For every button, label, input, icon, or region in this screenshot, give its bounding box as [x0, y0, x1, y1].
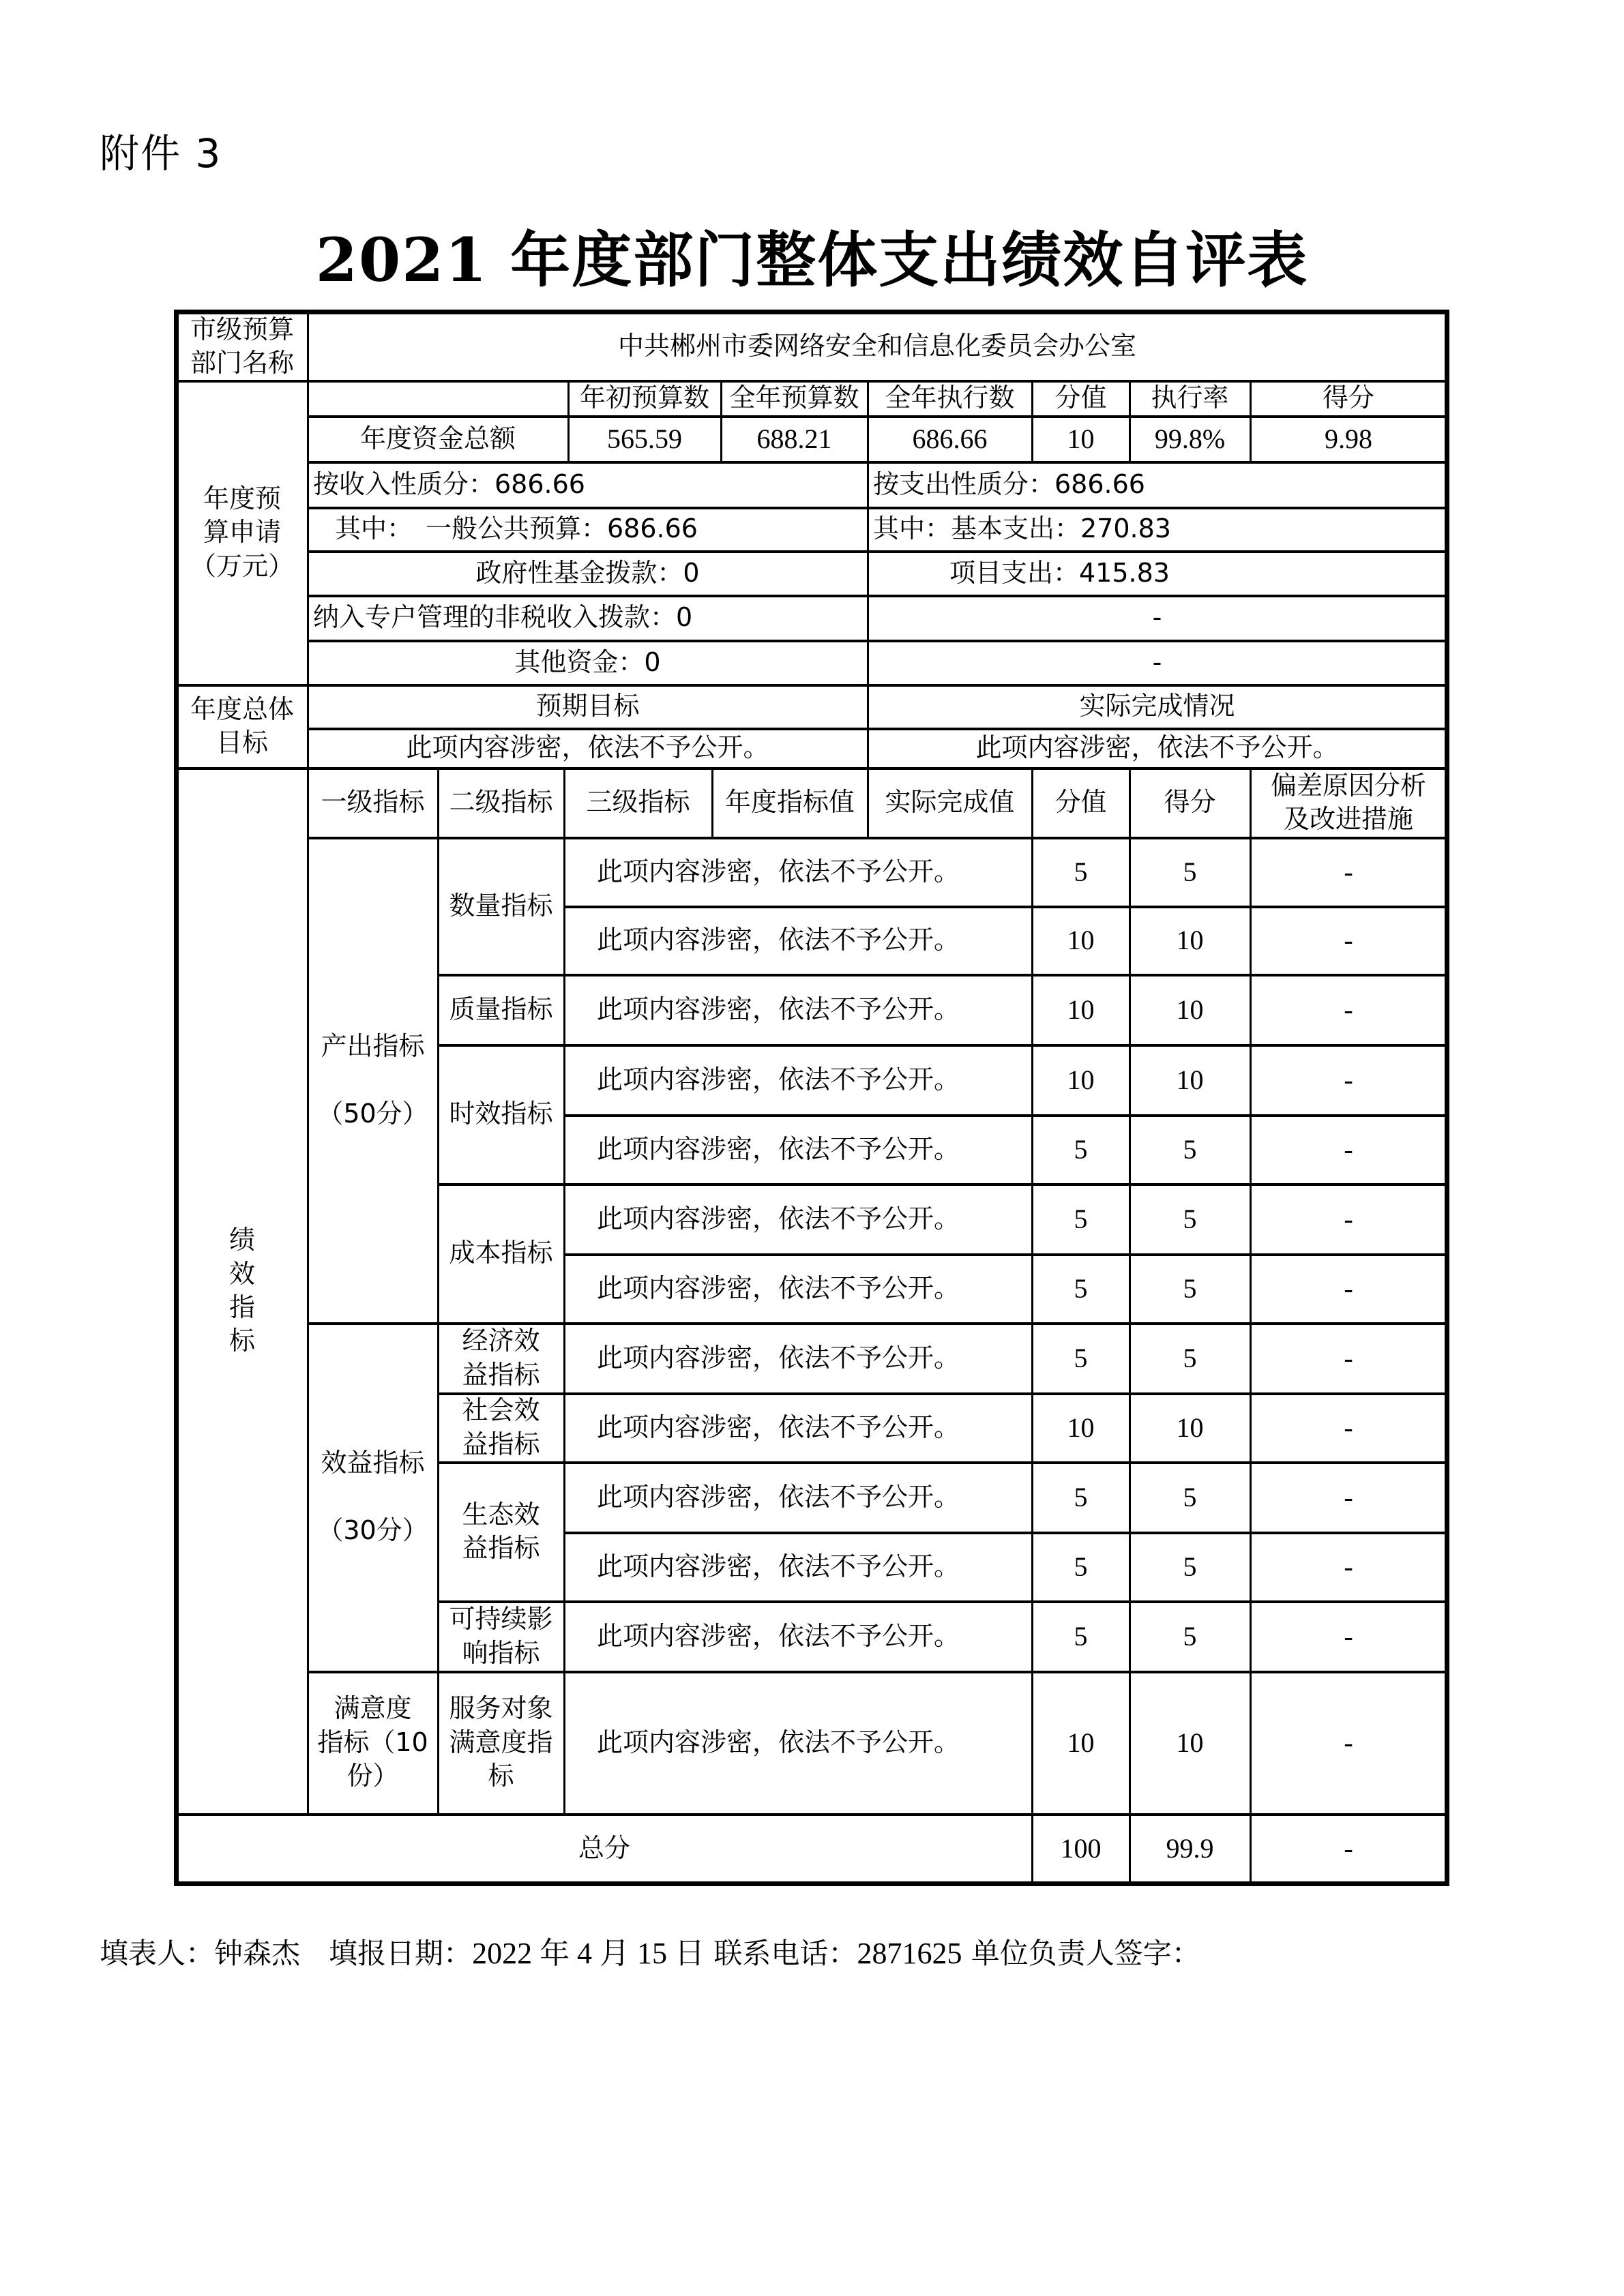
indicator-deviation-text: -: [1344, 1412, 1353, 1443]
indicator-deviation-text: -: [1344, 1133, 1353, 1165]
budget-header-3-text: 分值: [1054, 383, 1107, 413]
indicator-header-1-text: 二级指标: [449, 787, 553, 818]
indicator-deviation: [1250, 1323, 1447, 1393]
indicator-deviation-text: -: [1344, 925, 1353, 955]
level2-indicator: [438, 1671, 564, 1814]
footer: [100, 1928, 1200, 1972]
filler-label: 填表人：: [100, 1937, 215, 1970]
indicator-deviation-text: -: [1344, 856, 1353, 887]
indicator-score-text: 10: [1176, 994, 1204, 1025]
indicator-score-text: 5: [1183, 1342, 1197, 1373]
indicator-score: [1130, 1115, 1250, 1184]
indicator-header-2: [564, 768, 712, 837]
budget-header-2: [868, 381, 1032, 416]
expected-goal-header: [308, 685, 868, 728]
government-fund-text: 政府性基金拨款：0: [475, 557, 700, 588]
indicator-deviation: [1250, 1671, 1447, 1814]
budget-total-label: [308, 416, 568, 462]
by-income-nature: [308, 462, 868, 507]
indicator-header-2-text: 三级指标: [586, 787, 690, 818]
indicator-content: [564, 1532, 1032, 1601]
department-name-text: 中共郴州市委网络安全和信息化委员会办公室: [617, 331, 1136, 361]
indicator-header-6-text: 得分: [1164, 787, 1216, 818]
indicator-score: [1130, 1045, 1250, 1115]
column-divider: [1129, 381, 1131, 462]
level1-indicator: [308, 1671, 438, 1814]
indicator-score: [1130, 1462, 1250, 1532]
indicator-deviation-text: -: [1344, 994, 1353, 1025]
indicator-score-text: 5: [1183, 1551, 1197, 1582]
indicator-score-text: 5: [1183, 1203, 1197, 1234]
budget-header-3: [1032, 381, 1130, 416]
indicator-content-text: 此项内容涉密，依法不予公开。: [597, 1620, 960, 1651]
budget-total-value-1-text: 688.21: [756, 423, 832, 454]
indicator-content: [564, 1671, 1032, 1814]
level2-indicator: [438, 1393, 564, 1462]
indicator-score-text: 5: [1183, 856, 1197, 887]
by-expense-nature-text: 按支出性质分：686.66: [873, 468, 1145, 499]
indicator-score-value-text: 5: [1074, 1272, 1088, 1304]
other-funds-text: 其他资金：0: [514, 646, 661, 677]
project-expense-text: 项目支出：415.83: [949, 557, 1170, 588]
budget-total-value-5: [1250, 416, 1447, 462]
indicator-score-value-text: 5: [1074, 856, 1088, 887]
indicator-deviation: [1250, 906, 1447, 974]
indicator-header-0-text: 一级指标: [321, 787, 425, 818]
indicator-content: [564, 1393, 1032, 1462]
indicator-deviation: [1250, 1532, 1447, 1601]
total-score-text: 99.9: [1166, 1833, 1214, 1864]
indicator-score-text: 10: [1176, 1412, 1204, 1443]
total-score-value-text: 100: [1060, 1833, 1102, 1864]
column-divider: [563, 837, 565, 1814]
budget-header-5-text: 得分: [1322, 383, 1374, 413]
indicator-score-value-text: 10: [1067, 994, 1095, 1025]
budget-total-value-4-text: 99.8%: [1154, 423, 1226, 454]
indicator-score-value: [1032, 1115, 1130, 1184]
expected-goal-header-text: 预期目标: [535, 691, 640, 721]
budget-section-label-text: 年度预 算申请 （万元）: [190, 483, 294, 581]
other-funds-right-text: -: [1152, 646, 1162, 677]
budget-total-value-0-text: 565.59: [607, 423, 682, 454]
indicator-deviation: [1250, 1462, 1447, 1532]
total-score: [1130, 1814, 1250, 1883]
level2-indicator-text: 经济效 益指标: [462, 1326, 540, 1390]
indicator-score: [1130, 1184, 1250, 1254]
column-divider: [1031, 381, 1033, 462]
level2-indicator-text: 生态效 益指标: [462, 1499, 540, 1563]
level1-indicator: [308, 837, 438, 1323]
basic-expense: [868, 507, 1447, 551]
indicator-content-text: 此项内容涉密，依法不予公开。: [597, 856, 960, 886]
indicator-deviation: [1250, 974, 1447, 1045]
indicator-score-value-text: 5: [1074, 1203, 1088, 1234]
indicator-content: [564, 1045, 1032, 1115]
indicator-content-text: 此项内容涉密，依法不予公开。: [597, 1203, 960, 1234]
column-divider: [711, 768, 713, 837]
indicator-score-text: 5: [1183, 1133, 1197, 1165]
indicator-score-text: 5: [1183, 1272, 1197, 1304]
budget-total-value-3: [1032, 416, 1130, 462]
level2-indicator: [438, 837, 564, 974]
indicator-score-value: [1032, 1671, 1130, 1814]
budget-header-1: [721, 381, 868, 416]
general-public-budget-text: 其中： 一般公共预算：686.66: [335, 513, 698, 544]
indicator-content-text: 此项内容涉密，依法不予公开。: [597, 1481, 960, 1512]
indicator-deviation: [1250, 837, 1447, 906]
indicator-score-value: [1032, 1045, 1130, 1115]
government-fund: [308, 551, 868, 595]
indicator-score: [1130, 837, 1250, 906]
expected-goal-value: [308, 728, 868, 768]
actual-completion-header: [868, 685, 1447, 728]
level2-indicator: [438, 1601, 564, 1671]
budget-header-0: [568, 381, 721, 416]
indicator-content-text: 此项内容涉密，依法不予公开。: [597, 1412, 960, 1442]
column-divider: [1031, 768, 1033, 837]
indicator-deviation: [1250, 1254, 1447, 1323]
indicator-score-text: 5: [1183, 1481, 1197, 1512]
non-tax-income: [308, 595, 868, 640]
annual-goal-label: [177, 685, 308, 768]
budget-total-label-text: 年度资金总额: [359, 423, 516, 453]
total-label: [177, 1814, 1032, 1883]
indicator-content-text: 此项内容涉密，依法不予公开。: [597, 925, 960, 955]
indicator-header-3-text: 年度指标值: [724, 787, 855, 818]
indicator-score-value: [1032, 1393, 1130, 1462]
actual-completion-value: [868, 728, 1447, 768]
indicator-deviation: [1250, 1184, 1447, 1254]
indicator-content-text: 此项内容涉密，依法不予公开。: [597, 1342, 960, 1373]
department-label: [177, 312, 308, 381]
indicator-deviation-text: -: [1344, 1727, 1353, 1758]
indicator-deviation: [1250, 1115, 1447, 1184]
indicator-content-text: 此项内容涉密，依法不予公开。: [597, 1727, 960, 1757]
budget-header-1-text: 全年预算数: [729, 383, 859, 413]
column-divider: [1129, 837, 1131, 1883]
indicator-score-value-text: 5: [1074, 1342, 1088, 1373]
indicator-score: [1130, 906, 1250, 974]
budget-section-label: [177, 381, 308, 685]
indicator-score-value: [1032, 1323, 1130, 1393]
indicator-content-text: 此项内容涉密，依法不予公开。: [597, 994, 960, 1024]
general-public-budget: [308, 507, 868, 551]
non-tax-income-right-text: -: [1152, 602, 1162, 633]
indicator-content: [564, 1254, 1032, 1323]
level2-indicator: [438, 974, 564, 1045]
indicator-deviation: [1250, 1045, 1447, 1115]
budget-header-5: [1250, 381, 1447, 416]
level2-indicator: [438, 1045, 564, 1184]
indicator-score-value: [1032, 1184, 1130, 1254]
other-funds-right: [868, 640, 1447, 685]
column-divider: [1250, 381, 1252, 462]
indicator-score-value-text: 5: [1074, 1133, 1088, 1165]
column-divider: [1250, 768, 1252, 837]
total-deviation-text: -: [1344, 1833, 1353, 1864]
budget-total-value-2-text: 686.66: [912, 423, 988, 454]
budget-total-value-4: [1130, 416, 1250, 462]
column-divider: [567, 381, 570, 462]
budget-header-4: [1130, 381, 1250, 416]
level2-indicator-text: 可持续影 响指标: [449, 1604, 553, 1668]
attachment-label: 附件 3: [100, 130, 222, 177]
indicator-score-value: [1032, 906, 1130, 974]
budget-total-value-1: [721, 416, 868, 462]
indicator-score-value-text: 10: [1067, 1412, 1095, 1443]
budget-header-2-text: 全年执行数: [885, 383, 1015, 413]
column-divider: [437, 768, 439, 837]
column-divider: [867, 685, 869, 768]
other-funds: [308, 640, 868, 685]
indicator-deviation-text: -: [1344, 1481, 1353, 1512]
column-divider: [867, 768, 869, 837]
column-divider: [867, 381, 869, 462]
indicator-header-7: [1250, 768, 1447, 837]
indicator-content-text: 此项内容涉密，依法不予公开。: [597, 1551, 960, 1581]
indicator-deviation-text: -: [1344, 1551, 1353, 1582]
indicator-score-text: 5: [1183, 1620, 1197, 1652]
indicator-score-value-text: 5: [1074, 1551, 1088, 1582]
indicator-header-4-text: 实际完成值: [885, 787, 1015, 818]
indicator-score: [1130, 1671, 1250, 1814]
by-income-nature-text: 按收入性质分：686.66: [313, 468, 585, 499]
indicator-score-text: 10: [1176, 1727, 1204, 1758]
indicators-section-label: [177, 768, 308, 1814]
level2-indicator: [438, 1184, 564, 1323]
indicator-content: [564, 906, 1032, 974]
column-divider: [1129, 768, 1131, 837]
budget-total-value-5-text: 9.98: [1325, 423, 1372, 454]
total-deviation: [1250, 1814, 1447, 1883]
level2-indicator: [438, 1323, 564, 1393]
phone-value: 2871625: [857, 1937, 962, 1970]
level2-indicator-text: 时效指标: [449, 1099, 553, 1129]
level2-indicator-text: 成本指标: [449, 1238, 553, 1268]
indicator-content-text: 此项内容涉密，依法不予公开。: [597, 1272, 960, 1303]
column-divider: [1250, 837, 1252, 1883]
row-divider: [308, 415, 1447, 418]
column-divider: [867, 462, 869, 685]
level2-indicator-text: 服务对象 满意度指 标: [449, 1693, 553, 1791]
indicator-score-value: [1032, 1462, 1130, 1532]
indicator-score-text: 10: [1176, 925, 1204, 955]
indicator-deviation: [1250, 1393, 1447, 1462]
non-tax-income-right: [868, 595, 1447, 640]
total-score-value: [1032, 1814, 1130, 1883]
indicator-content-text: 此项内容涉密，依法不予公开。: [597, 1133, 960, 1164]
indicator-score: [1130, 1254, 1250, 1323]
budget-total-value-0: [568, 416, 721, 462]
level2-indicator: [438, 1462, 564, 1601]
indicator-content-text: 此项内容涉密，依法不予公开。: [597, 1064, 960, 1094]
indicator-header-5: [1032, 768, 1130, 837]
phone-label: 联系电话：: [713, 1937, 857, 1970]
indicator-score-value: [1032, 974, 1130, 1045]
indicator-content: [564, 1184, 1032, 1254]
date-label: 填报日期：: [329, 1937, 473, 1970]
expected-goal-value-text: 此项内容涉密，依法不予公开。: [406, 732, 769, 763]
indicator-score: [1130, 1601, 1250, 1671]
indicator-header-7-text: 偏差原因分析 及改进措施: [1270, 770, 1426, 834]
indicator-score-value: [1032, 1254, 1130, 1323]
indicator-score-value-text: 5: [1074, 1620, 1088, 1652]
level1-indicator-text: 效益指标 （30分）: [317, 1448, 428, 1546]
indicator-header-5-text: 分值: [1054, 787, 1107, 818]
non-tax-income-text: 纳入专户管理的非税收入拨款：0: [313, 602, 693, 633]
column-divider: [1031, 837, 1033, 1883]
indicator-score-value-text: 10: [1067, 1064, 1095, 1095]
indicator-score-value: [1032, 1601, 1130, 1671]
indicator-score-value-text: 5: [1074, 1481, 1088, 1512]
indicator-deviation-text: -: [1344, 1064, 1353, 1095]
level2-indicator-text: 社会效 益指标: [462, 1395, 540, 1459]
filler-name: 钟森杰: [214, 1937, 301, 1970]
indicator-header-0: [308, 768, 438, 837]
indicator-score-value: [1032, 837, 1130, 906]
indicator-deviation-text: -: [1344, 1342, 1353, 1373]
indicator-content: [564, 1323, 1032, 1393]
indicator-deviation-text: -: [1344, 1203, 1353, 1234]
level1-indicator-text: 满意度 指标（10 份）: [317, 1693, 428, 1791]
budget-header-4-text: 执行率: [1151, 383, 1229, 413]
indicator-deviation: [1250, 1601, 1447, 1671]
indicator-content: [564, 1115, 1032, 1184]
department-label-text: 市级预算 部门名称: [190, 314, 294, 378]
indicator-deviation-text: -: [1344, 1272, 1353, 1304]
department-name: [308, 312, 1447, 381]
level2-indicator-text: 质量指标: [449, 994, 553, 1024]
indicator-score-text: 10: [1176, 1064, 1204, 1095]
actual-completion-header-text: 实际完成情况: [1079, 691, 1235, 721]
indicator-score: [1130, 974, 1250, 1045]
budget-header-0-text: 年初预算数: [579, 383, 709, 413]
indicator-score: [1130, 1393, 1250, 1462]
indicator-header-6: [1130, 768, 1250, 837]
budget-total-value-3-text: 10: [1067, 423, 1095, 454]
indicator-deviation-text: -: [1344, 1620, 1353, 1652]
signature-label: 单位负责人签字：: [971, 1937, 1200, 1970]
indicator-score: [1130, 1532, 1250, 1601]
level1-indicator: [308, 1323, 438, 1671]
page-title: 2021 年度部门整体支出绩效自评表: [315, 224, 1309, 295]
indicator-header-1: [438, 768, 564, 837]
indicator-header-3: [712, 768, 868, 837]
actual-completion-value-text: 此项内容涉密，依法不予公开。: [975, 732, 1339, 763]
indicator-content: [564, 974, 1032, 1045]
column-divider: [437, 837, 439, 1814]
basic-expense-text: 其中：基本支出：270.83: [873, 513, 1171, 544]
indicator-content: [564, 1601, 1032, 1671]
annual-goal-label-text: 年度总体 目标: [190, 694, 294, 758]
by-expense-nature: [868, 462, 1447, 507]
indicator-score-value-text: 10: [1067, 1727, 1095, 1758]
total-label-text: 总分: [578, 1833, 630, 1864]
column-divider: [563, 768, 565, 837]
indicators-section-label-text: 绩 效 指 标: [228, 1225, 255, 1356]
column-divider: [720, 381, 722, 462]
level1-indicator-text: 产出指标 （50分）: [317, 1030, 428, 1129]
date-value: 2022 年 4 月 15 日: [472, 1937, 705, 1970]
level2-indicator-text: 数量指标: [449, 890, 553, 921]
indicator-header-4: [868, 768, 1032, 837]
indicator-content: [564, 837, 1032, 906]
indicator-content: [564, 1462, 1032, 1532]
project-expense: [868, 551, 1447, 595]
indicator-score-value-text: 10: [1067, 925, 1095, 955]
budget-total-value-2: [868, 416, 1032, 462]
indicator-score: [1130, 1323, 1250, 1393]
indicator-score-value: [1032, 1532, 1130, 1601]
